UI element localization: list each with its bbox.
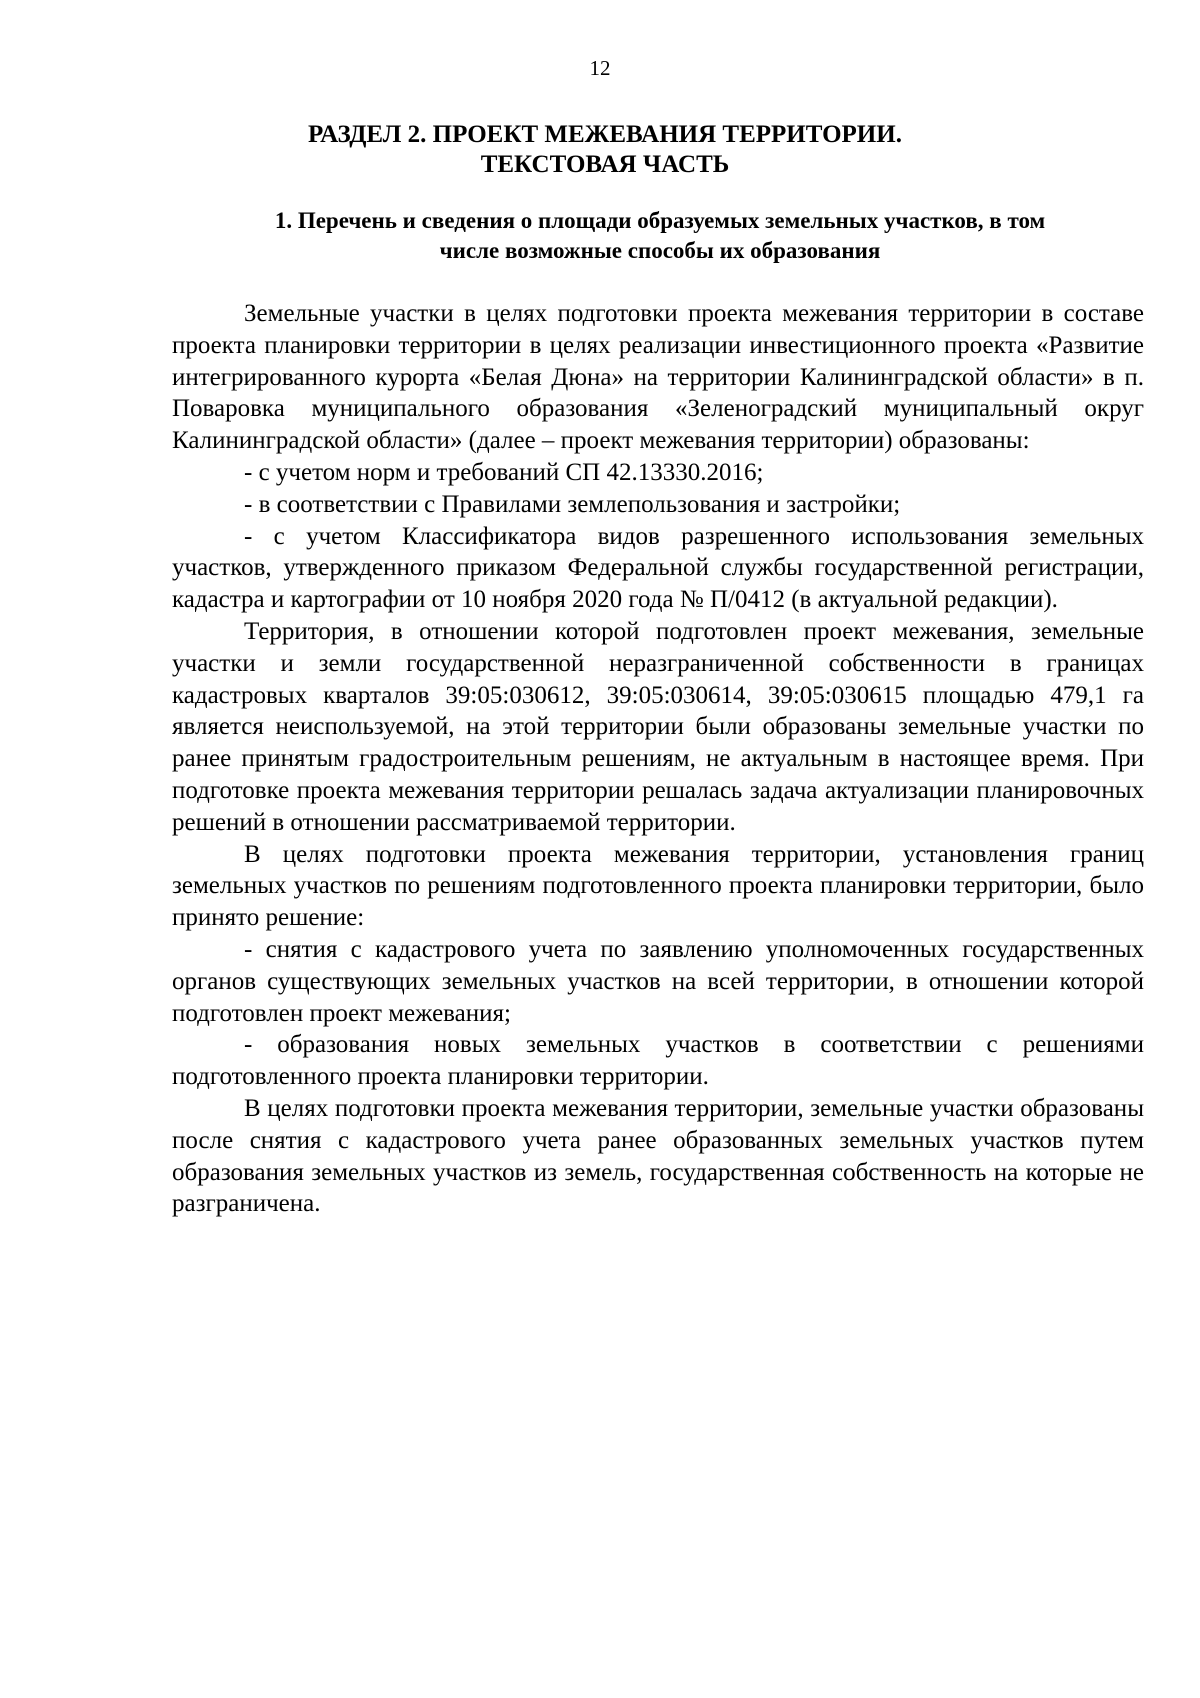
page-number: 12 (589, 56, 611, 80)
paragraph-conclusion: В целях подготовки проекта межевания территории, земельные участки образованы после снятия с кадастрового учета ранее образованных земельных участков путем образования земельных участков из земель, государственная собственность на которые не разграничена. (172, 1094, 1144, 1218)
body-text (172, 298, 1144, 1220)
list-item-classifier: - с учетом Классификатора видов разрешенного использования земельных участков, утвержденного приказом Федеральной службы государственной регистрации, кадастра и картографии от 10 ноября 2020 года № П/0412 (в актуальной редакции). (172, 522, 1144, 614)
section-title-line-1: РАЗДЕЛ 2. ПРОЕКТ МЕЖЕВАНИЯ ТЕРРИТОРИИ. (308, 121, 902, 148)
subsection-title-line-1: 1. Перечень и сведения о площади образуемых земельных участков, в том (274, 208, 1046, 233)
paragraph-territory: Территория, в отношении которой подготовлен проект межевания, земельные участки и земли государственной неразграниченной собственности в границах кадастровых кварталов 39:05:030612, 39:05:030614, 39:05:030615 площадью 479,1 га является неиспользуемой, на этой территории были образованы земельные участки по ранее принятым градостроительным решениям, не актуальным в настоящее время. При подготовке проекта межевания территории решалась задача актуализации планировочных решений в отношении рассматриваемой территории. (172, 617, 1144, 836)
paragraph-intro: Земельные участки в целях подготовки проекта межевания территории в составе проекта планировки территории в целях реализации инвестиционного проекта «Развитие интегрированного курорта «Белая Дюна» на территории Калининградской области» в п. Поваровка муниципального образования «Зеленоградский муниципальный округ Калининградской области» (далее – проект межевания территории) образованы: (172, 300, 1144, 455)
section-title (170, 120, 1040, 180)
subsection-title (180, 206, 1140, 266)
subsection-title-line-2: числе возможные способы их образования (439, 238, 881, 263)
list-item-land-use-rules: - в соответствии с Правилами землепользования и застройки; (244, 490, 901, 518)
list-item-sp-norms: - с учетом норм и требований СП 42.13330.2016; (244, 458, 764, 486)
paragraph-decision: В целях подготовки проекта межевания территории, установления границ земельных участков по решениям подготовленного проекта планировки территории, было принято решение: (172, 840, 1144, 932)
list-item-new-plots: - образования новых земельных участков в соответствии с решениями подготовленного проекта планировки территории. (172, 1031, 1144, 1091)
section-title-line-2: ТЕКСТОВАЯ ЧАСТЬ (480, 151, 730, 178)
list-item-cadastral-removal: - снятия с кадастрового учета по заявлению уполномоченных государственных органов существующих земельных участков на всей территории, в отношении которой подготовлен проект межевания; (172, 935, 1144, 1027)
